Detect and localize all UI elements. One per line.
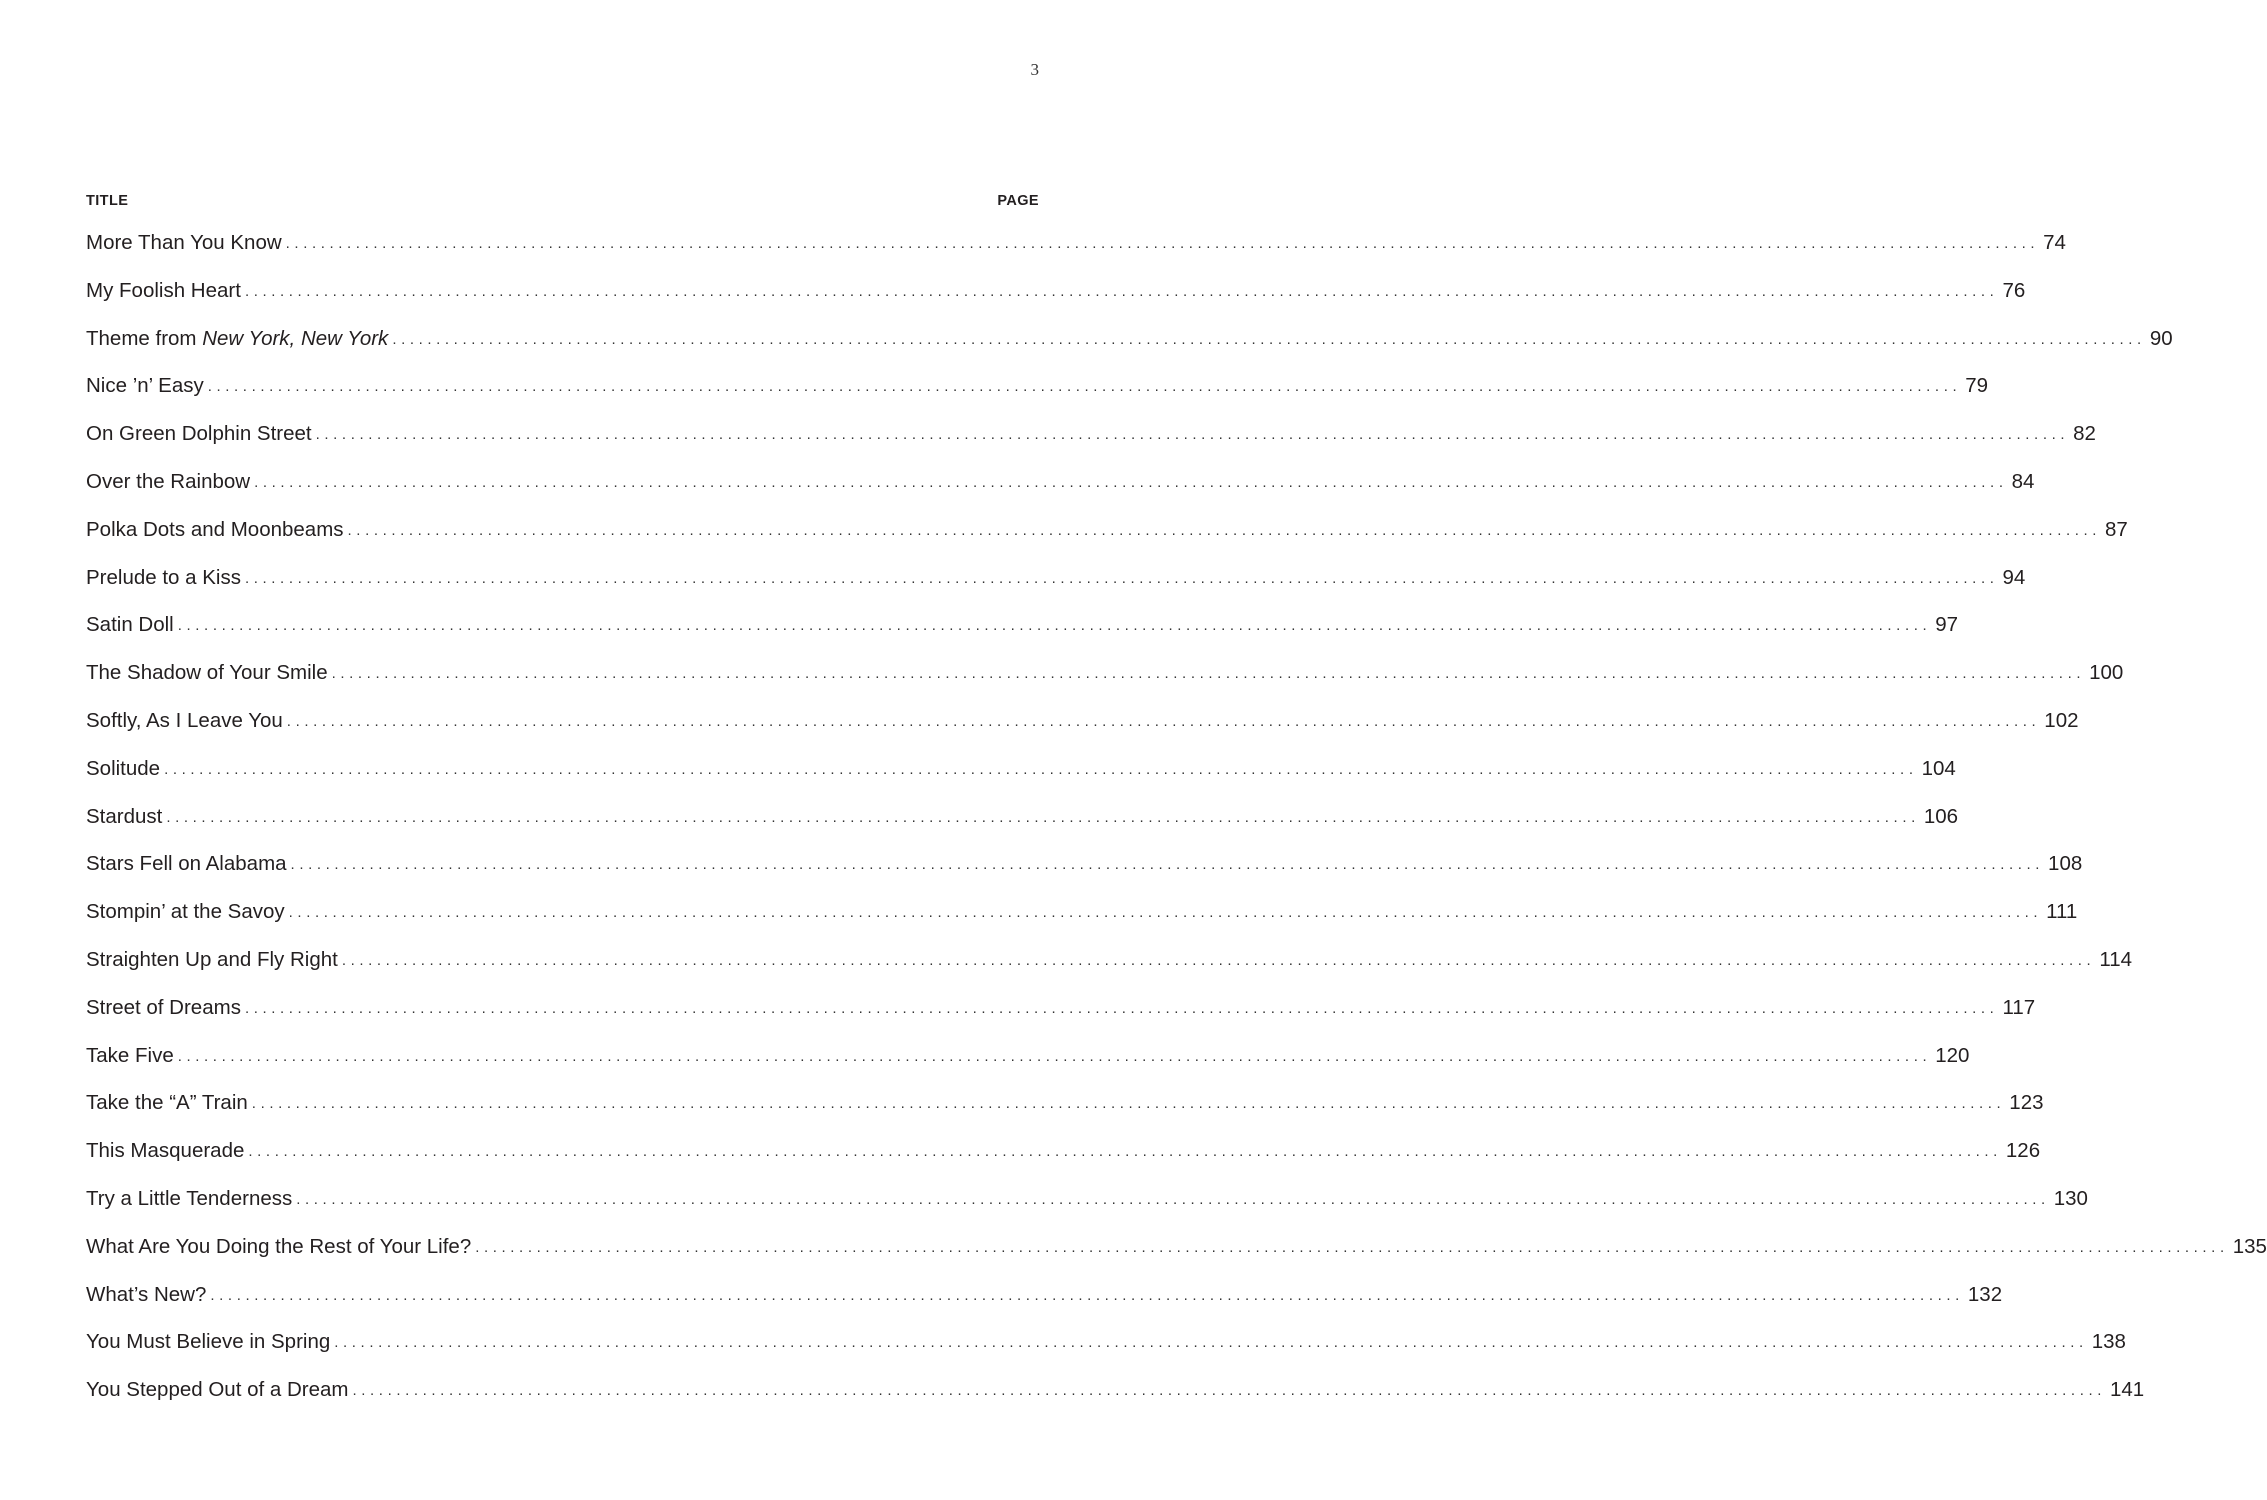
dot-leader: ........................................................................................................................................................................................................ <box>166 808 1920 826</box>
toc-entry-title: Stars Fell on Alabama <box>86 852 287 876</box>
toc-entry-page: 123 <box>2009 1091 2044 1115</box>
toc-entry-title: Nice ’n’ Easy <box>86 374 204 398</box>
toc-entry-title: You Must Believe in Spring <box>86 1330 331 1354</box>
dot-leader: ........................................................................................................................................................................................................ <box>352 1382 2106 1400</box>
dot-leader: ........................................................................................................................................................................................................ <box>164 760 1918 778</box>
dot-leader: ........................................................................................................................................................................................................ <box>392 330 2146 348</box>
toc-entry-you-must-believe-in-spring[interactable] <box>86 1326 2126 1374</box>
toc-entry-title: Solitude <box>86 756 161 780</box>
toc-entry-title: What Are You Doing the Rest of Your Life? <box>86 1234 472 1258</box>
toc-entry-title: Straighten Up and Fly Right <box>86 947 338 971</box>
toc-entry-title: My Foolish Heart <box>86 278 241 302</box>
dot-leader: ........................................................................................................................................................................................................ <box>288 904 2043 922</box>
toc-entry-my-foolish-heart[interactable] <box>86 275 2026 323</box>
toc-entry-page: 126 <box>2005 1139 2041 1163</box>
toc-entry-try-a-little-tenderness[interactable] <box>86 1183 2088 1231</box>
toc-entry-title <box>86 323 392 355</box>
toc-entry-page: 114 <box>2099 947 2133 971</box>
toc-entry-title: Take the “A” Train <box>86 1091 248 1115</box>
toc-entry-title: The Shadow of Your Smile <box>86 661 328 685</box>
toc-entry-page: 74 <box>2043 231 2066 254</box>
toc-entry-theme-from-new-york-new-york[interactable] <box>86 323 2173 371</box>
toc-entry-page: 82 <box>2073 422 2096 446</box>
toc-entry-take-five[interactable] <box>86 1040 1970 1088</box>
toc-header <box>86 193 1039 209</box>
toc-entry-prelude-to-a-kiss[interactable] <box>86 562 2026 610</box>
toc-entry-street-of-dreams[interactable] <box>86 992 2036 1040</box>
dot-leader: ........................................................................................................................................................................................................ <box>290 856 2045 874</box>
toc-entry-page: 90 <box>2149 326 2173 350</box>
dot-leader: ........................................................................................................................................................................................................ <box>244 999 1999 1017</box>
toc-entry-page: 135 <box>2232 1234 2267 1258</box>
dot-leader: ........................................................................................................................................................................................................ <box>244 282 1999 300</box>
toc-entry-polka-dots-and-moonbeams[interactable] <box>86 514 2128 562</box>
toc-entry-page: 106 <box>1923 804 1959 828</box>
toc-entry-page: 94 <box>2002 565 2026 589</box>
dot-leader: ........................................................................................................................................................................................................ <box>285 235 2040 252</box>
toc-entry-solitude[interactable] <box>86 753 1956 801</box>
toc-entry-page: 76 <box>2002 278 2026 302</box>
dot-leader: ........................................................................................................................................................................................................ <box>244 569 1999 587</box>
page-column-label: PAGE <box>997 193 1039 209</box>
dot-leader: ........................................................................................................................................................................................................ <box>251 1095 2006 1113</box>
page-number: 3 <box>1030 60 1039 79</box>
toc-entry-straighten-up-and-fly-right[interactable] <box>86 944 2133 992</box>
toc-entry-stompin-at-the-savoy[interactable] <box>86 896 2078 944</box>
toc-entry-on-green-dolphin-street[interactable] <box>86 418 2096 466</box>
toc-entry-page: 108 <box>2048 852 2083 876</box>
toc-entry-title: You Stepped Out of a Dream <box>86 1378 349 1402</box>
toc-entry-page: 132 <box>1967 1282 2003 1306</box>
toc-entry-page: 141 <box>2110 1378 2145 1402</box>
dot-leader: ........................................................................................................................................................................................................ <box>296 1190 2050 1208</box>
toc-entry-title: What’s New? <box>86 1282 207 1306</box>
toc-entry-title: Try a Little Tenderness <box>86 1186 293 1210</box>
toc-entry-over-the-rainbow[interactable] <box>86 466 2035 514</box>
toc-entry-page: 104 <box>1921 756 1956 780</box>
toc-entry-nice-n-easy[interactable] <box>86 370 1989 418</box>
dot-leader: ........................................................................................................................................................................................................ <box>210 1286 1964 1304</box>
dot-leader: ........................................................................................................................................................................................................ <box>177 617 1932 635</box>
toc-entry-title: Street of Dreams <box>86 995 241 1019</box>
toc-entry-page: 100 <box>2089 661 2124 685</box>
toc-entry-title: On Green Dolphin Street <box>86 422 312 446</box>
toc-entry-satin-doll[interactable] <box>86 609 1959 657</box>
dot-leader: ........................................................................................................................................................................................................ <box>286 712 2041 730</box>
toc-entry-softly-as-i-leave-you[interactable] <box>86 705 2079 753</box>
dot-leader: ........................................................................................................................................................................................................ <box>331 665 2086 683</box>
toc-entry-title: Stompin’ at the Savoy <box>86 900 285 924</box>
dot-leader: ........................................................................................................................................................................................................ <box>315 426 2070 444</box>
dot-leader: ........................................................................................................................................................................................................ <box>334 1334 2088 1352</box>
toc-entry-title: Polka Dots and Moonbeams <box>86 517 344 541</box>
dot-leader: ........................................................................................................................................................................................................ <box>254 473 2008 491</box>
toc-entry-title: Prelude to a Kiss <box>86 565 241 589</box>
table-of-contents <box>86 227 2267 1422</box>
toc-entry-title: Stardust <box>86 804 163 828</box>
toc-entry-page: 102 <box>2044 708 2079 732</box>
toc-entry-take-the-a-train[interactable] <box>86 1087 2044 1135</box>
dot-leader: ........................................................................................................................................................................................................ <box>475 1238 2229 1256</box>
toc-entry-page: 97 <box>1935 613 1959 637</box>
toc-entry-this-masquerade[interactable] <box>86 1135 2041 1183</box>
toc-entry-title: Satin Doll <box>86 613 174 637</box>
toc-entry-title: Softly, As I Leave You <box>86 708 283 732</box>
toc-entry-title: Over the Rainbow <box>86 469 251 493</box>
toc-entry-the-shadow-of-your-smile[interactable] <box>86 657 2124 705</box>
toc-entry-title: This Masquerade <box>86 1139 245 1163</box>
dot-leader: ........................................................................................................................................................................................................ <box>347 521 2102 539</box>
toc-entry-stars-fell-on-alabama[interactable] <box>86 848 2083 896</box>
dot-leader: ........................................................................................................................................................................................................ <box>207 378 1962 396</box>
toc-entry-you-stepped-out-of-a-dream[interactable] <box>86 1374 2145 1422</box>
toc-entry-page: 117 <box>2002 995 2036 1019</box>
toc-entry-title-italic: New York, New York <box>202 326 389 350</box>
toc-entry-more-than-you-know[interactable] <box>86 227 2066 275</box>
dot-leader: ........................................................................................................................................................................................................ <box>341 951 2096 969</box>
toc-entry-what-are-you-doing-the-rest-of-your-life[interactable] <box>86 1231 2267 1279</box>
toc-entry-page: 120 <box>1935 1043 1970 1067</box>
toc-entry-title: More Than You Know <box>86 231 282 254</box>
dot-leader: ........................................................................................................................................................................................................ <box>248 1143 2002 1161</box>
toc-entry-stardust[interactable] <box>86 801 1959 849</box>
title-column-label: TITLE <box>86 193 129 209</box>
toc-entry-page: 87 <box>2105 517 2128 541</box>
toc-entry-page: 130 <box>2053 1186 2088 1210</box>
toc-entry-page: 111 <box>2046 900 2078 924</box>
toc-entry-page: 138 <box>2091 1330 2126 1354</box>
toc-entry-whats-new[interactable] <box>86 1279 2003 1327</box>
dot-leader: ........................................................................................................................................................................................................ <box>177 1047 1932 1065</box>
toc-entry-page: 79 <box>1965 374 1989 398</box>
toc-entry-title: Take Five <box>86 1043 174 1067</box>
toc-entry-page: 84 <box>2011 469 2035 493</box>
toc-entry-title-prefix: Theme from <box>86 326 203 350</box>
